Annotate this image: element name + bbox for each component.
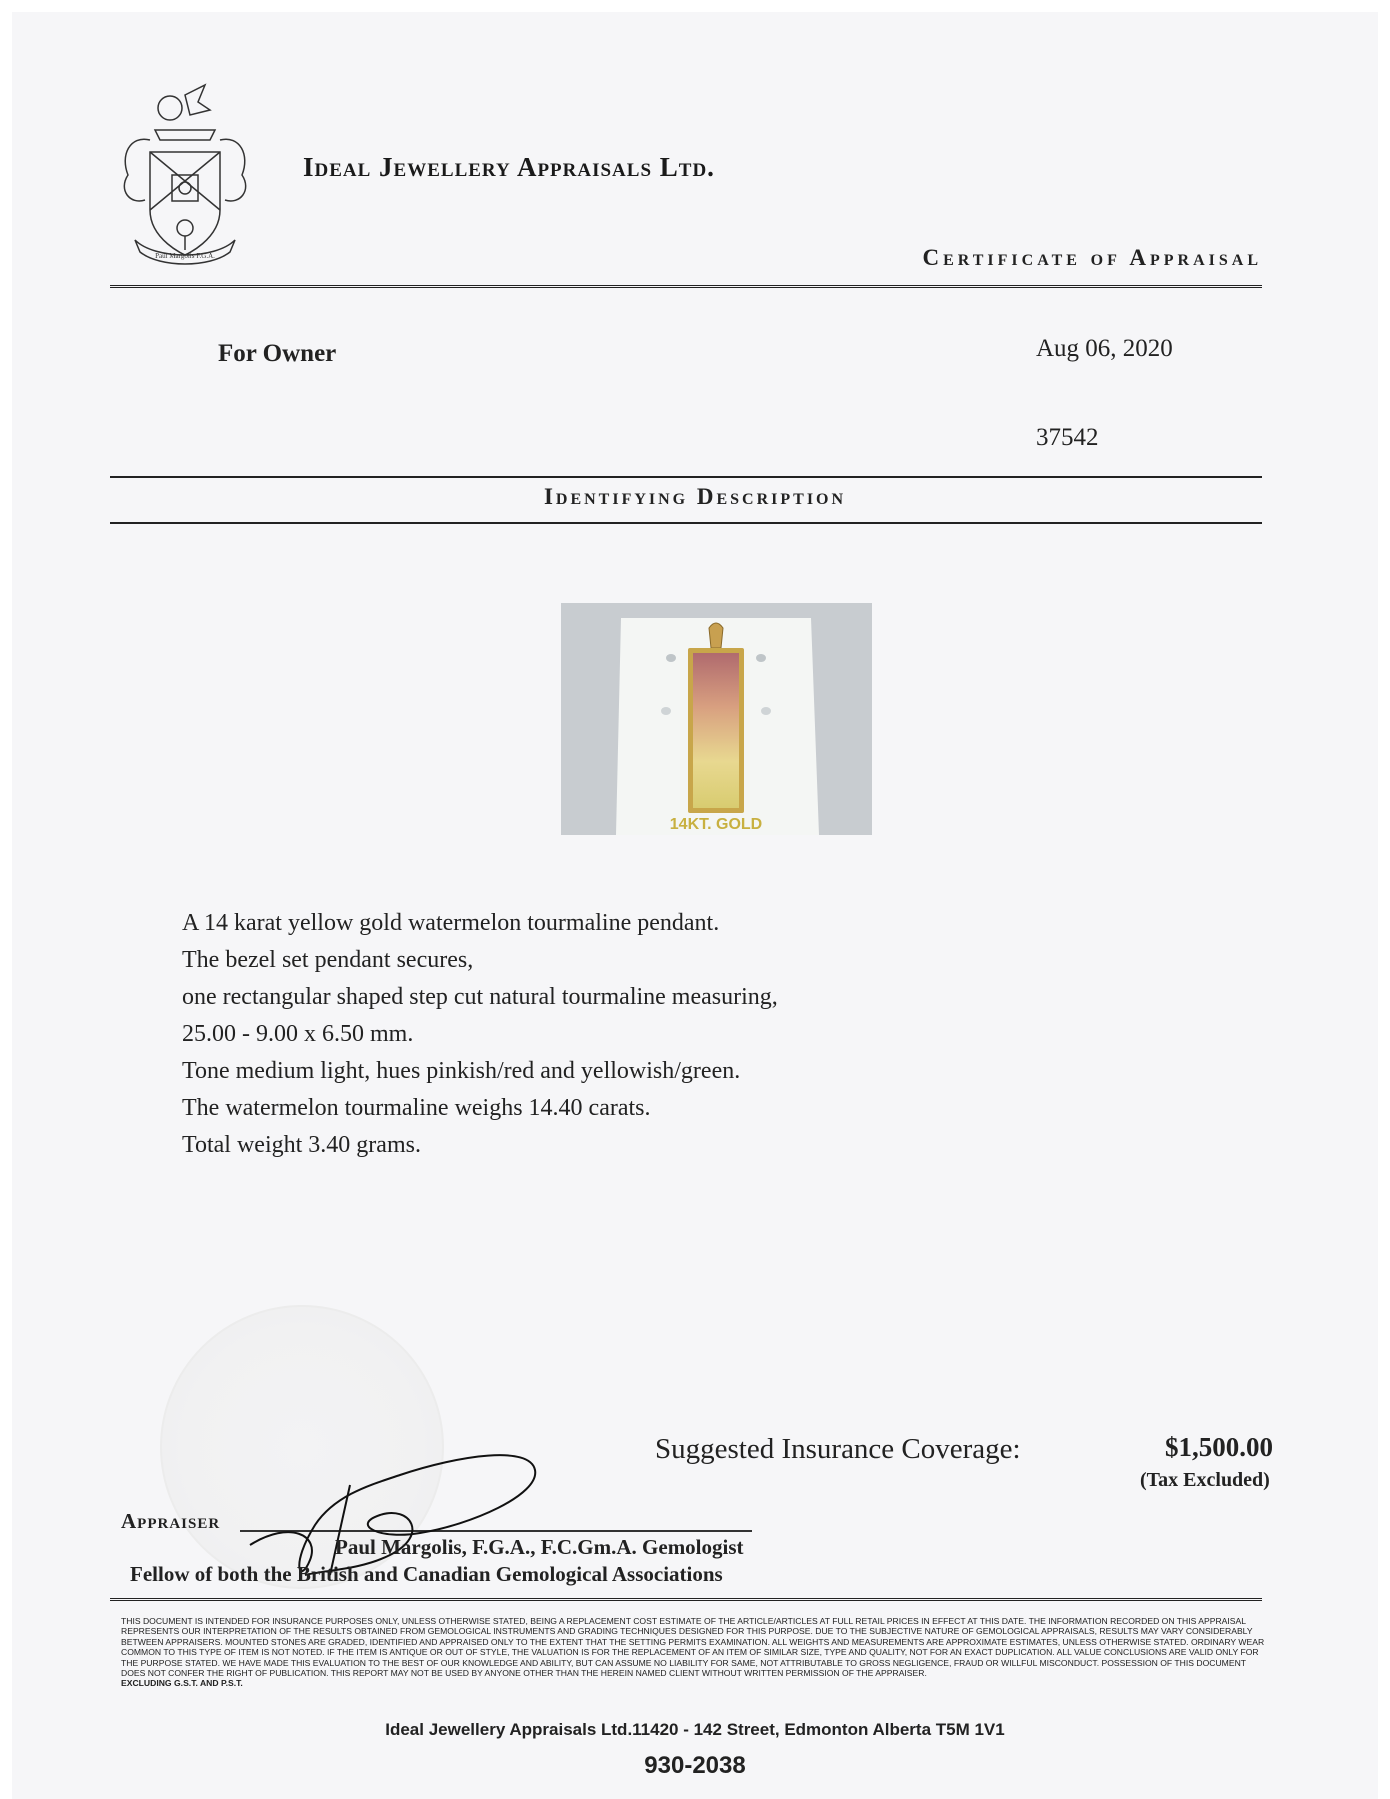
footer-phone: 930-2038	[644, 1752, 746, 1779]
company-name: Ideal Jewellery Appraisals Ltd.	[303, 152, 715, 182]
appraiser-name: Paul Margolis, F.G.A., F.C.Gm.A. Gemologist	[335, 1535, 744, 1559]
svg-text:Paul Margolis F.G.A.: Paul Margolis F.G.A.	[155, 252, 215, 260]
description-line: The watermelon tourmaline weighs 14.40 carats.	[182, 1095, 651, 1121]
header-divider	[110, 285, 1262, 291]
description-line: The bezel set pendant secures,	[182, 947, 474, 973]
document-title: Certificate of Appraisal	[922, 245, 1262, 270]
footer-address: Ideal Jewellery Appraisals Ltd.11420 - 142 Street, Edmonton Alberta T5M 1V1	[385, 1720, 1005, 1739]
photo-stamp-text: 14KT. GOLD	[669, 816, 763, 833]
legal-disclaimer	[121, 1616, 1271, 1689]
insurance-label: Suggested Insurance Coverage:	[655, 1433, 1021, 1465]
certificate-number: 37542	[1036, 424, 1099, 451]
appraisal-date: Aug 06, 2020	[1036, 335, 1173, 362]
insurance-value: $1,500.00	[1165, 1432, 1273, 1462]
appraiser-label: Appraiser	[121, 1509, 221, 1533]
section-title: Identifying Description	[543, 484, 847, 509]
item-description	[182, 905, 778, 1164]
description-line: 25.00 - 9.00 x 6.50 mm.	[182, 1021, 414, 1047]
description-line: Tone medium light, hues pinkish/red and yellowish/green.	[182, 1058, 741, 1084]
owner-label: For Owner	[218, 340, 337, 367]
section-divider-bottom	[110, 522, 1262, 524]
disclaimer-text: THIS DOCUMENT IS INTENDED FOR INSURANCE PURPOSES ONLY, UNLESS OTHERWISE STATED, BEING A REPLACEMENT COST ESTIMATE OF THE ARTICLE/ARTICLES AT FULL RETAIL PRICES IN EFFECT AT THIS DATE. THE INFORMATION RECORDED ON THIS APPRAISAL REPRESENTS OUR INTERPRETATION OF THE RESULTS OBTAINED FROM GEMOLOGICAL INSTRUMENTS AND GRADING TECHNIQUES DESIGNED FOR THIS PURPOSE. DUE TO THE SUBJECTIVE NATURE OF GEMOLOGICAL APPRAISALS, RESULTS MAY VARY CONSIDERABLY BETWEEN APPRAISERS. MOUNTED STONES ARE GRADED, IDENTIFIED AND APPRAISED ONLY TO THE EXTENT THAT THE SETTING PERMITS EXAMINATION. ALL WEIGHTS AND MEASUREMENTS ARE APPROXIMATE ESTIMATES, UNLESS OTHERWISE STATED. ORDINARY WEAR COMMON TO THIS TYPE OF ITEM IS NOT NOTED. IF THE ITEM IS ANTIQUE OR OUT OF STYLE, THE VALUATION IS FOR THE REPLACEMENT OF AN ITEM OF SIMILAR SIZE, TYPE AND QUALITY, NOT FOR AN EXACT DUPLICATION. ALL VALUE CONCLUSIONS ARE VALID ONLY FOR THE PURPOSE STATED. WE HAVE MADE THIS EVALUATION TO THE BEST OF OUR KNOWLEDGE AND ABILITY, BUT CAN ASSUME NO LIABILITY FOR SAME, NOT ATTRIBUTABLE TO GROSS NEGLIGENCE, FRAUD OR WILLFUL MISCONDUCT. POSSESSION OF THIS DOCUMENT DOES NOT CONFER THE RIGHT OF PUBLICATION. THIS REPORT MAY NOT BE USED BY ANYONE OTHER THAN THE HEREIN NAMED CLIENT WITHOUT WRITTEN PERMISSION OF THE APPRAISER.	[121, 1616, 1265, 1679]
appraiser-credentials: Fellow of both the British and Canadian Gemological Associations	[130, 1562, 723, 1586]
description-line: one rectangular shaped step cut natural tourmaline measuring,	[182, 984, 778, 1010]
description-line: A 14 karat yellow gold watermelon tourmaline pendant.	[182, 910, 720, 936]
pendant-photo	[561, 603, 872, 835]
section-divider-top	[110, 476, 1262, 478]
tax-note: (Tax Excluded)	[1140, 1469, 1270, 1491]
description-line: Total weight 3.40 grams.	[182, 1132, 421, 1158]
footer-divider	[110, 1598, 1262, 1604]
crest-logo	[110, 80, 260, 270]
disclaimer-tax-note: EXCLUDING G.S.T. AND P.S.T.	[121, 1678, 243, 1689]
